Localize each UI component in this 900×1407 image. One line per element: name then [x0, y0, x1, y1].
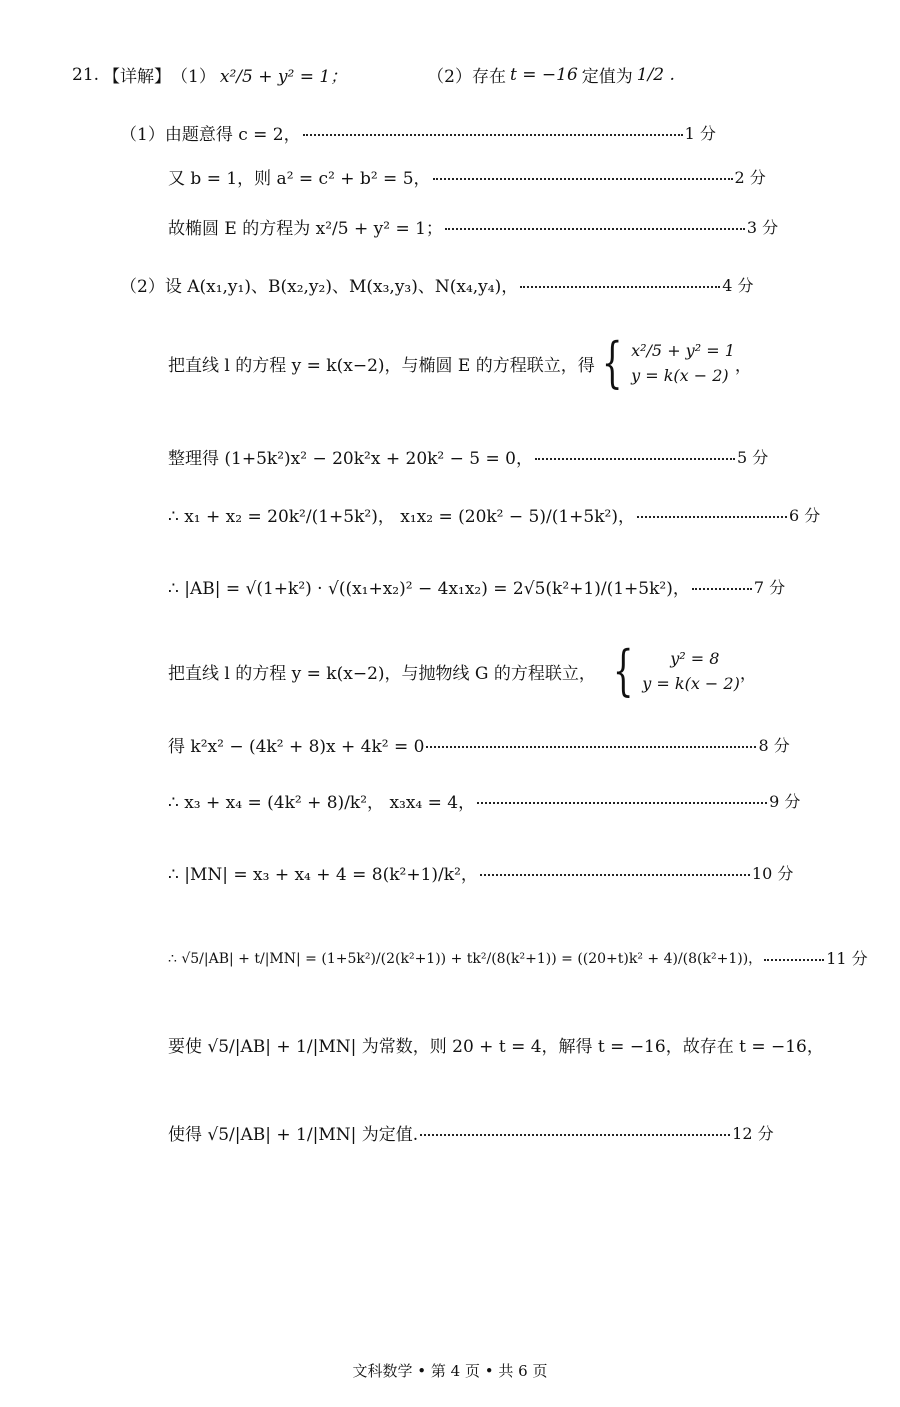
dot-leader	[637, 516, 787, 518]
dot-leader	[477, 802, 767, 804]
step-score: 11 分	[826, 949, 868, 968]
brace-icon: {	[612, 639, 634, 702]
step-tail: ，	[734, 355, 752, 376]
step-score: 9 分	[769, 792, 801, 811]
step-text: 把直线 l 的方程 y = k(x−2)，与椭圆 E 的方程联立，得	[168, 355, 595, 376]
dot-leader	[433, 178, 733, 180]
equation-system	[595, 331, 735, 394]
page-footer: 文科数学 • 第 4 页 • 共 6 页	[352, 1362, 548, 1380]
dot-leader	[303, 134, 683, 136]
dot-leader	[520, 286, 720, 288]
part2-answer: t = −16	[510, 64, 578, 85]
detail-tag: 【详解】	[103, 67, 172, 87]
step-score: 8 分	[758, 736, 790, 755]
step-14	[168, 1032, 824, 1057]
step-9	[168, 639, 757, 702]
step-score: 12 分	[732, 1124, 774, 1143]
step-text: （1）由题意得 c = 2，	[120, 125, 301, 145]
system-row: y = k(x − 2)	[642, 674, 740, 693]
answer-header	[72, 62, 675, 87]
step-6	[168, 444, 768, 469]
step-text: 使得 √5/|AB| + 1/|MN| 为定值.	[168, 1125, 419, 1145]
part2-label: （2）存在	[427, 67, 506, 87]
question-number: 21.	[72, 64, 100, 85]
step-score: 1 分	[684, 124, 716, 143]
step-score: 3 分	[746, 218, 779, 237]
part1-label: （1）	[171, 67, 216, 87]
step-text: 故椭圆 E 的方程为 x²/5 + y² = 1；	[168, 219, 443, 239]
part2-value: 1/2 .	[636, 64, 675, 85]
step-text: ∴ √5/|AB| + t/|MN| = (1+5k²)/(2(k²+1)) + tk²/(8(k²+1)) = ((20+t)k² + 4)/(8(k²+1))，	[168, 950, 763, 967]
step-3	[168, 214, 778, 239]
step-text: ∴ |AB| = √(1+k²) · √((x₁+x₂)² − 4x₁x₂) = 2√5(k²+1)/(1+5k²)，	[168, 579, 690, 599]
step-text: 整理得 (1+5k²)x² − 20k²x + 20k² − 5 = 0，	[168, 449, 533, 469]
step-text: 要使 √5/|AB| + 1/|MN| 为常数，则 20 + t = 4，解得 t = −16，故存在 t = −16，	[168, 1037, 824, 1057]
step-5	[168, 331, 752, 394]
equation-system	[606, 639, 740, 702]
step-score: 7 分	[753, 578, 786, 597]
step-score: 2 分	[734, 168, 766, 187]
system-row: y² = 8	[670, 649, 720, 668]
step-score: 6 分	[789, 506, 821, 525]
step-13	[168, 946, 868, 969]
step-score: 10 分	[751, 864, 794, 883]
dot-leader	[445, 228, 745, 230]
step-12	[168, 860, 793, 885]
system-row: y = k(x − 2)	[631, 366, 729, 385]
step-text: 得 k²x² − (4k² + 8)x + 4k² = 0	[168, 737, 425, 757]
step-7	[168, 502, 820, 527]
dot-leader	[420, 1134, 730, 1136]
step-text: 把直线 l 的方程 y = k(x−2)，与抛物线 G 的方程联立，	[168, 663, 596, 684]
step-8	[168, 574, 785, 599]
dot-leader	[535, 458, 735, 460]
step-11	[168, 788, 800, 813]
dot-leader	[480, 874, 750, 876]
step-10	[168, 732, 790, 757]
brace-icon: {	[601, 331, 623, 394]
system-row: x²/5 + y² = 1	[631, 341, 735, 360]
step-15	[168, 1120, 774, 1145]
part1-answer: x²/5 + y² = 1；	[219, 67, 348, 87]
step-score: 5 分	[737, 448, 769, 467]
step-text: ∴ x₃ + x₄ = (4k² + 8)/k²， x₃x₄ = 4，	[168, 793, 476, 813]
step-1	[120, 120, 716, 145]
dot-leader	[692, 588, 752, 590]
step-text: ∴ x₁ + x₂ = 20k²/(1+5k²)， x₁x₂ = (20k² − 5)/(1+5k²)，	[168, 507, 635, 527]
step-4	[120, 272, 754, 297]
step-2	[168, 164, 766, 189]
step-score: 4 分	[722, 276, 754, 295]
step-text: ∴ |MN| = x₃ + x₄ + 4 = 8(k²+1)/k²，	[168, 865, 478, 885]
dot-leader	[764, 959, 824, 961]
step-tail: ，	[739, 663, 757, 684]
dot-leader	[426, 746, 756, 748]
step-text: （2）设 A(x₁,y₁)、B(x₂,y₂)、M(x₃,y₃)、N(x₄,y₄)，	[120, 277, 519, 297]
step-text: 又 b = 1，则 a² = c² + b² = 5，	[168, 169, 431, 189]
part2-text: 定值为	[581, 67, 633, 87]
